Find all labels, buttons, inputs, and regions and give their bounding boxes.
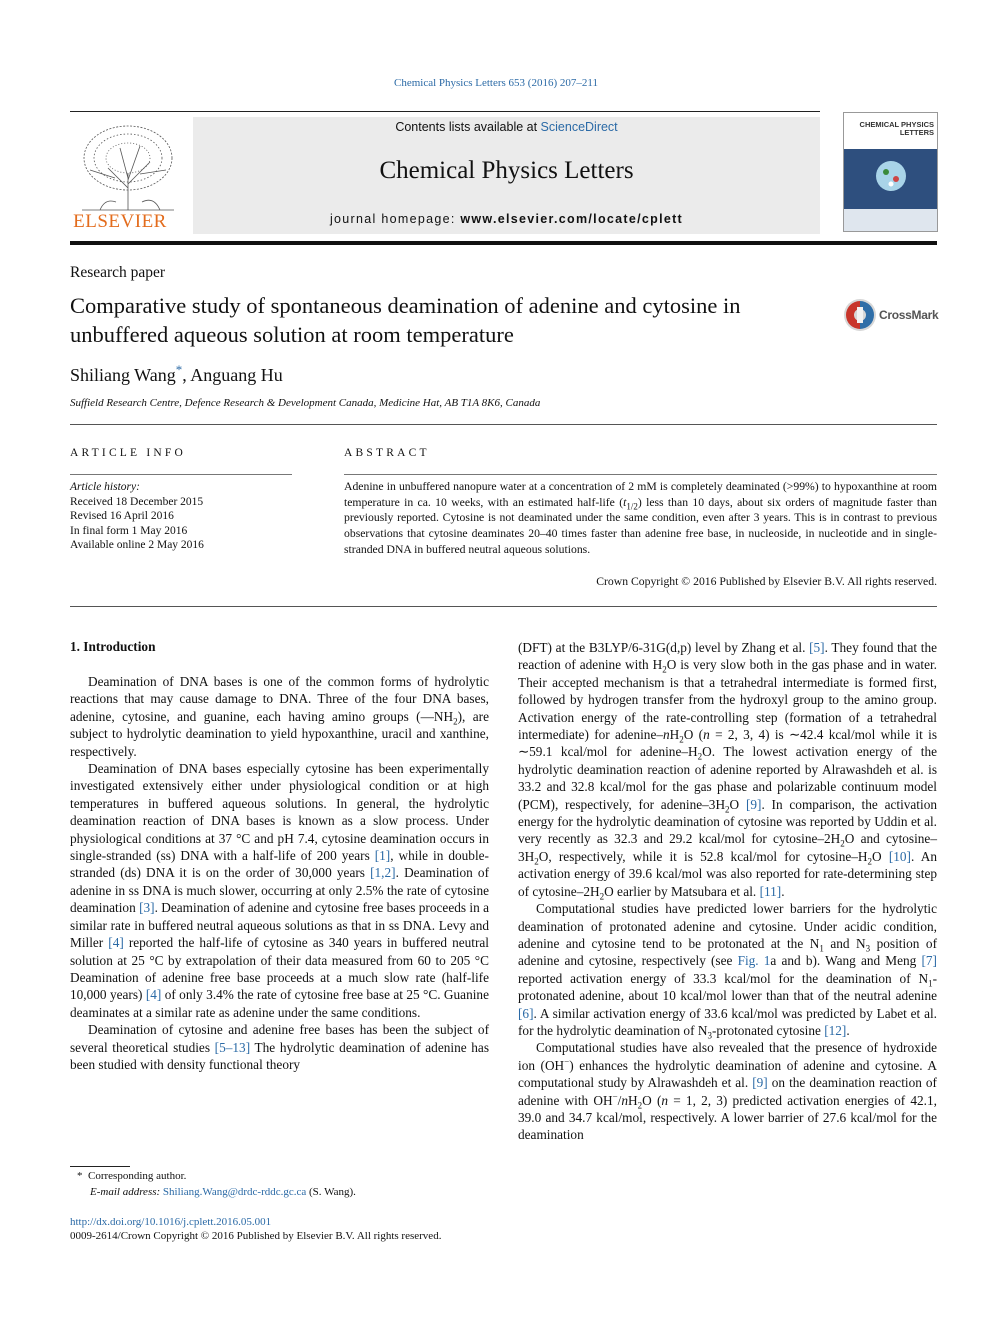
author-name[interactable]: Anguang Hu (190, 365, 283, 385)
issn-copyright: 0009-2614/Crown Copyright © 2016 Published by Elsevier B.V. All rights reserved. (70, 1230, 442, 1242)
citation-link[interactable]: [9] (745, 796, 762, 812)
crossmark-label[interactable]: CrossMark (879, 308, 939, 322)
article-info-heading: ARTICLE INFO (70, 447, 186, 459)
journal-homepage (193, 212, 820, 226)
contents-line (193, 120, 820, 134)
body-column-right (518, 639, 937, 1144)
cover-title: CHEMICAL PHYSICS LETTERS (859, 120, 934, 137)
section-heading: 1. Introduction (70, 639, 156, 654)
abstract-divider (70, 606, 937, 607)
paragraph: Deamination of DNA bases especially cytosine has been experimentally investigated extensively either under physiological condition or at high temperatures in buffered aqueous solutions. In general, the hydrolytic deamination reaction of DNA bases is known as a slow process. Under physiological conditions at 37 °C and pH 7.4, cytosine deamination occurs in single-stranded (ss) DNA with a half-life of 200 years [1], while in double-stranded (ds) DNA it is on the order of 30,000 years [1,2]. Deamination of adenine in ss DNA is much slower, occurring at only 2.5% the rate of cytosine deamination [3]. Deamination of adenine and cytosine free bases proceeds in a similar rate in buffered neutral aqueous solutions as that in ss DNA. Levy and Miller [4] reported the half-life of cytosine as 340 years in buffered neutral solution at 25 °C by extrapolation of their data measured from 60 to 205 °C Deamination of adenine free base proceeds at a much slow rate (half-life 10,000 years) [4] of only 3.4% the rate of cytosine free base at 25 °C. Guanine deaminates at a similar rate as adenine under the same conditions. (70, 761, 490, 1020)
cover-footer (844, 209, 937, 231)
author-separator: , (182, 365, 191, 385)
citation-link[interactable]: [4] (145, 987, 162, 1003)
cover-molecule-icon (874, 159, 908, 193)
citation-link[interactable]: [11] (759, 883, 782, 899)
citation-link[interactable]: [9] (752, 1075, 768, 1091)
email-link[interactable]: Shiliang.Wang@drdc-rddc.gc.ca (162, 1186, 307, 1198)
author-name[interactable]: Shiliang Wang (70, 365, 176, 385)
article-info-rule (70, 474, 292, 475)
abstract-heading: ABSTRACT (344, 447, 430, 459)
abstract-text: Adenine in unbuffered nanopure water at a concentration of 2 mM is completely deaminated (>99%) to hypoxanthine at room temperature in ca. 10 weeks, with an estimated half-life $(t_{1/2})$ less than 10 days, about six orders of magnitude faster than previously reported. Cytosine is not deaminated under the same condition, even after 3 years. This is in contrast to previous observations that cytosine deaminates 20–40 times faster than adenine free base, in nucleoside, in nucleotide and in single-stranded DNA in buffered neutral aqueous solutions. (344, 480, 937, 556)
sciencedirect-link[interactable]: ScienceDirect (540, 120, 618, 134)
article-history (70, 480, 204, 553)
citation-link[interactable]: [5–13] (214, 1039, 251, 1055)
paragraph: Computational studies have also revealed that the presence of hydroxide ion (OH−) enhances the hydrolytic deamination of adenine and cytosine. A computational study by Alrawashdeh et al. [9] on the deamination reaction of adenine with $OH^-/nH_2O$ (n = 1, 2, 3) predicted activation energies of 42.1, 39.0 and 34.7 kcal/mol, respectively. A lower barrier of 27.6 kcal/mol for the deamination (518, 1040, 937, 1143)
affiliation: Suffield Research Centre, Defence Research & Development Canada, Medicine Hat, AB T1A 8K6, Canada (70, 397, 541, 409)
title-divider (70, 424, 937, 425)
doi-link[interactable] (70, 1216, 271, 1228)
citation-link[interactable]: [3] (139, 900, 155, 916)
footnote-rule (70, 1166, 130, 1167)
email-footnote (90, 1186, 356, 1198)
citation-link[interactable]: [6] (518, 1005, 534, 1021)
figure-link[interactable]: Fig. 1 (737, 953, 771, 969)
crossmark-icon[interactable] (843, 297, 877, 333)
email-label: E-mail address: (90, 1186, 161, 1198)
online-date: Available online 2 May 2016 (70, 539, 204, 552)
header-divider (70, 111, 820, 112)
received-date: Received 18 December 2015 (70, 495, 204, 508)
contents-prefix: Contents lists available at (395, 120, 541, 134)
header-thick-rule (70, 241, 937, 245)
elsevier-wordmark: ELSEVIER (73, 211, 167, 232)
revised-date: Revised 16 April 2016 (70, 510, 174, 523)
footnote-mark: * (77, 1170, 83, 1182)
paragraph: Computational studies have predicted lower barriers for the hydrolytic deamination of protonated adenine and cytosine. Under acidic condition, adenine and cytosine tend to be protonated at the $N_1$ and $N_3$ position of adenine and cytosine, respectively (see Fig. 1a and b). Wang and Meng [7] reported activation energy of 33.3 kcal/mol for the deamination of $N_1$-protonated adenine, about 10 kcal/mol lower than that of the neutral adenine [6]. A similar activation energy of 33.6 kcal/mol was predicted by Labet et al. for the hydrolytic deamination of $N_3$-protonated cytosine [12]. (518, 901, 938, 1041)
corresponding-footnote (77, 1170, 186, 1182)
author-list (70, 362, 283, 386)
citation-link[interactable]: [1,2] (370, 865, 396, 881)
paragraph: Deamination of DNA bases is one of the common forms of hydrolytic reactions that may cause damage to DNA. Three of the four DNA bases, adenine, cytosine, and guanine, each having amino groups $(—NH_2)$, are subject to hydrolytic deamination to yield hypoxanthine, uracil and xanthine, respectively. (70, 674, 490, 759)
homepage-prefix: journal homepage: (329, 212, 461, 226)
article-type: Research paper (70, 264, 166, 281)
citation-link[interactable]: [12] (824, 1022, 847, 1038)
journal-name: Chemical Physics Letters (379, 157, 634, 184)
homepage-url[interactable]: www.elsevier.com/locate/cplett (460, 212, 684, 226)
paragraph: Deamination of cytosine and adenine free bases has been the subject of several theoretical studies [5–13] The hydrolytic deamination of adenine has been studied with density functional theory (70, 1022, 490, 1072)
citation-link[interactable]: [4] (108, 935, 124, 951)
article-title: Comparative study of spontaneous deamination of adenine and cytosine in unbuffered aqueous solution at room temperature (70, 293, 741, 347)
citation-link[interactable]: [1] (374, 848, 391, 864)
final-form-date: In final form 1 May 2016 (70, 524, 188, 537)
journal-citation[interactable]: Chemical Physics Letters 653 (2016) 207–211 (394, 77, 598, 89)
footnote-text: Corresponding author. (88, 1170, 187, 1182)
abstract-copyright: Crown Copyright © 2016 Published by Elsevier B.V. All rights reserved. (596, 575, 937, 588)
citation-link[interactable]: [10] (888, 848, 911, 864)
citation-link[interactable]: [5] (809, 640, 825, 655)
paragraph: (DFT) at the B3LYP/6-31G(d,p) level by Zhang et al. [5]. They found that the reaction of adenine with $H_2O$ is very slow both in the gas phase and in water. Their accepted mechanism is that a tetrahedral intermediate is formed first, followed by hydrogen transfer from the hydroxyl group to the amino group. Activation energy of the rate-controlling step (formation of a tetrahedral intermediate) for adenine–$nH_2O$ (n = 2, 3, 4) is ∼42.4 kcal/mol while it is ∼59.1 kcal/mol for adenine–$H_2O$. The lowest activation energy of the hydrolytic deamination reaction of adenine reported by Alrawashdeh et al. is 33.2 and 32.8 kcal/mol for the gas phase and polarizable continuum model (PCM), respectively, for adenine–$3H_2O$ [9]. In comparison, the activation energy for the hydrolytic deamination of cytosine was reported by Uddin et al. very recently as 32.3 and 29.2 kcal/mol for cytosine–$2H_2O$ and cytosine–$3H_2O$, respectively, while it is 52.8 kcal/mol for cytosine–$H_2O$ [10]. An activation energy of 39.6 kcal/mol was also reported for rate-determining step of cytosine–$2H_2O$ earlier by Matsubara et al. [11]. (518, 640, 938, 902)
abstract-rule (344, 474, 937, 475)
body-column-left (70, 673, 489, 1073)
history-label: Article history: (70, 481, 140, 493)
journal-cover-thumbnail (843, 112, 938, 232)
citation-link[interactable]: [7] (921, 953, 937, 969)
doi-url[interactable]: http://dx.doi.org/10.1016/j.cplett.2016.05.001 (70, 1216, 272, 1228)
email-suffix: (S. Wang). (309, 1186, 356, 1198)
corresponding-marker[interactable]: * (175, 362, 183, 377)
